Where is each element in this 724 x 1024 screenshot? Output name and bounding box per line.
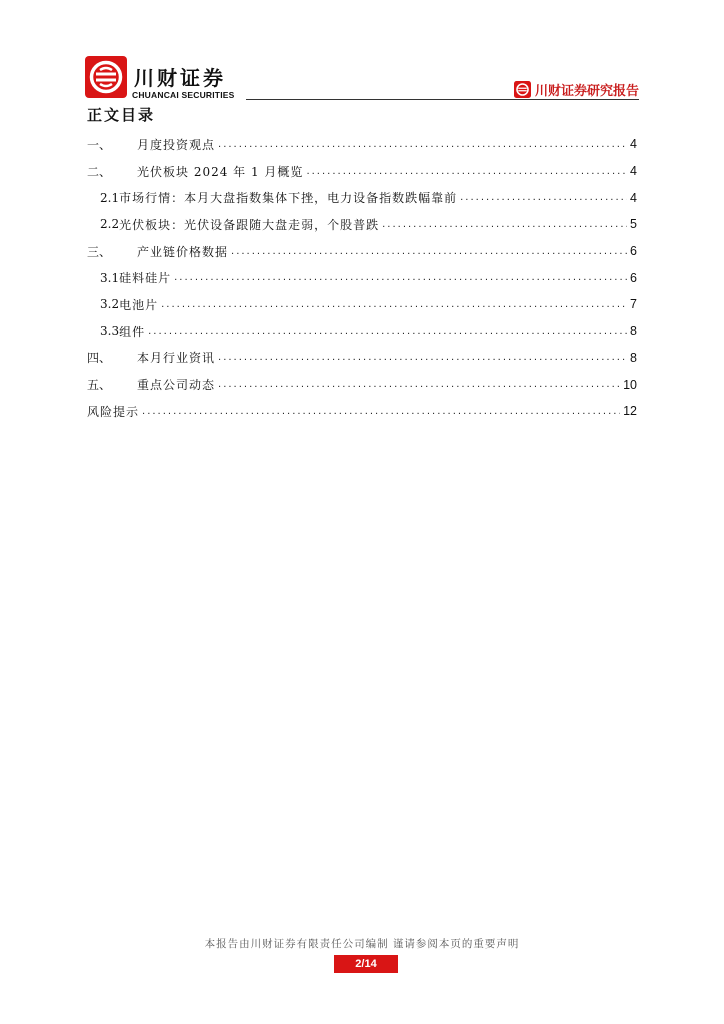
toc-leader-dots xyxy=(231,246,627,257)
toc-entry-label: 风险提示 xyxy=(87,404,140,419)
toc-entry-page: 6 xyxy=(630,270,637,285)
toc-entry[interactable] xyxy=(87,211,637,238)
toc-entry-label: 电池片 xyxy=(119,297,159,312)
toc-entry[interactable] xyxy=(87,238,637,265)
toc-entry-number: 2.2 xyxy=(100,217,120,232)
toc-entry-page: 8 xyxy=(630,324,637,339)
toc-entry-number: 3.2 xyxy=(100,297,120,312)
toc-entry-number: 二、 xyxy=(87,164,112,179)
toc-entry[interactable] xyxy=(87,264,637,291)
toc-leader-dots xyxy=(382,219,627,230)
toc-entry-label: 光伏板块 2024 年 1 月概览 xyxy=(137,164,304,179)
toc-entry-label: 重点公司动态 xyxy=(137,378,216,393)
toc-entry-label: 月度投资观点 xyxy=(137,137,216,152)
brand-name-cn: 川财证券 xyxy=(134,66,226,90)
toc-entry-label: 光伏板块：光伏设备跟随大盘走弱，个股普跌 xyxy=(119,217,380,232)
table-of-contents xyxy=(87,131,637,425)
toc-entry-page: 8 xyxy=(630,350,637,365)
page-number-badge: 2/14 xyxy=(334,955,398,973)
brand-name-en: CHUANCAI SECURITIES xyxy=(132,90,235,100)
toc-entry-page: 4 xyxy=(630,164,637,179)
toc-entry[interactable] xyxy=(87,318,637,345)
toc-leader-dots xyxy=(161,299,627,310)
toc-entry-label: 硅料硅片 xyxy=(119,271,172,286)
toc-entry[interactable] xyxy=(87,371,637,398)
toc-leader-dots xyxy=(148,326,627,337)
toc-leader-dots xyxy=(460,192,627,203)
report-label xyxy=(514,80,639,99)
toc-entry-number: 3.1 xyxy=(100,270,120,285)
toc-entry[interactable] xyxy=(87,131,637,158)
toc-entry-label: 产业链价格数据 xyxy=(137,244,229,259)
toc-entry-number: 2.1 xyxy=(100,190,120,205)
toc-entry[interactable] xyxy=(87,291,637,318)
toc-entry-page: 6 xyxy=(630,244,637,259)
chuancai-logo xyxy=(85,56,127,98)
chuancai-small-logo-icon xyxy=(514,81,531,98)
toc-entry-page: 7 xyxy=(630,297,637,312)
toc-entry-page: 4 xyxy=(630,137,637,152)
toc-leader-dots xyxy=(174,272,627,283)
footer-disclaimer: 本报告由川财证券有限责任公司编制 谨请参阅本页的重要声明 xyxy=(204,938,520,950)
toc-entry-label: 组件 xyxy=(119,324,146,339)
toc-entry[interactable] xyxy=(87,398,637,425)
toc-leader-dots xyxy=(218,352,627,363)
toc-leader-dots xyxy=(218,379,620,390)
toc-entry-page: 5 xyxy=(630,217,637,232)
header-divider xyxy=(246,99,639,100)
toc-entry-label: 本月行业资讯 xyxy=(137,351,216,366)
toc-leader-dots xyxy=(306,166,627,177)
toc-entry-number: 3.3 xyxy=(100,324,120,339)
toc-leader-dots xyxy=(218,139,627,150)
toc-entry-page: 4 xyxy=(630,190,637,205)
toc-entry[interactable] xyxy=(87,184,637,211)
toc-entry[interactable] xyxy=(87,158,637,185)
toc-entry-number: 四、 xyxy=(87,351,112,366)
toc-entry-page: 12 xyxy=(623,404,637,419)
toc-entry-number: 一、 xyxy=(87,137,112,152)
report-label-text: 川财证券研究报告 xyxy=(534,84,639,99)
toc-title: 正文目录 xyxy=(87,106,156,124)
toc-entry-number: 五、 xyxy=(87,378,112,393)
toc-entry-page: 10 xyxy=(623,377,637,392)
toc-entry-label: 市场行情：本月大盘指数集体下挫，电力设备指数跌幅靠前 xyxy=(119,191,458,206)
toc-entry[interactable] xyxy=(87,345,637,372)
toc-leader-dots xyxy=(142,406,620,417)
toc-entry-number: 三、 xyxy=(87,244,112,259)
